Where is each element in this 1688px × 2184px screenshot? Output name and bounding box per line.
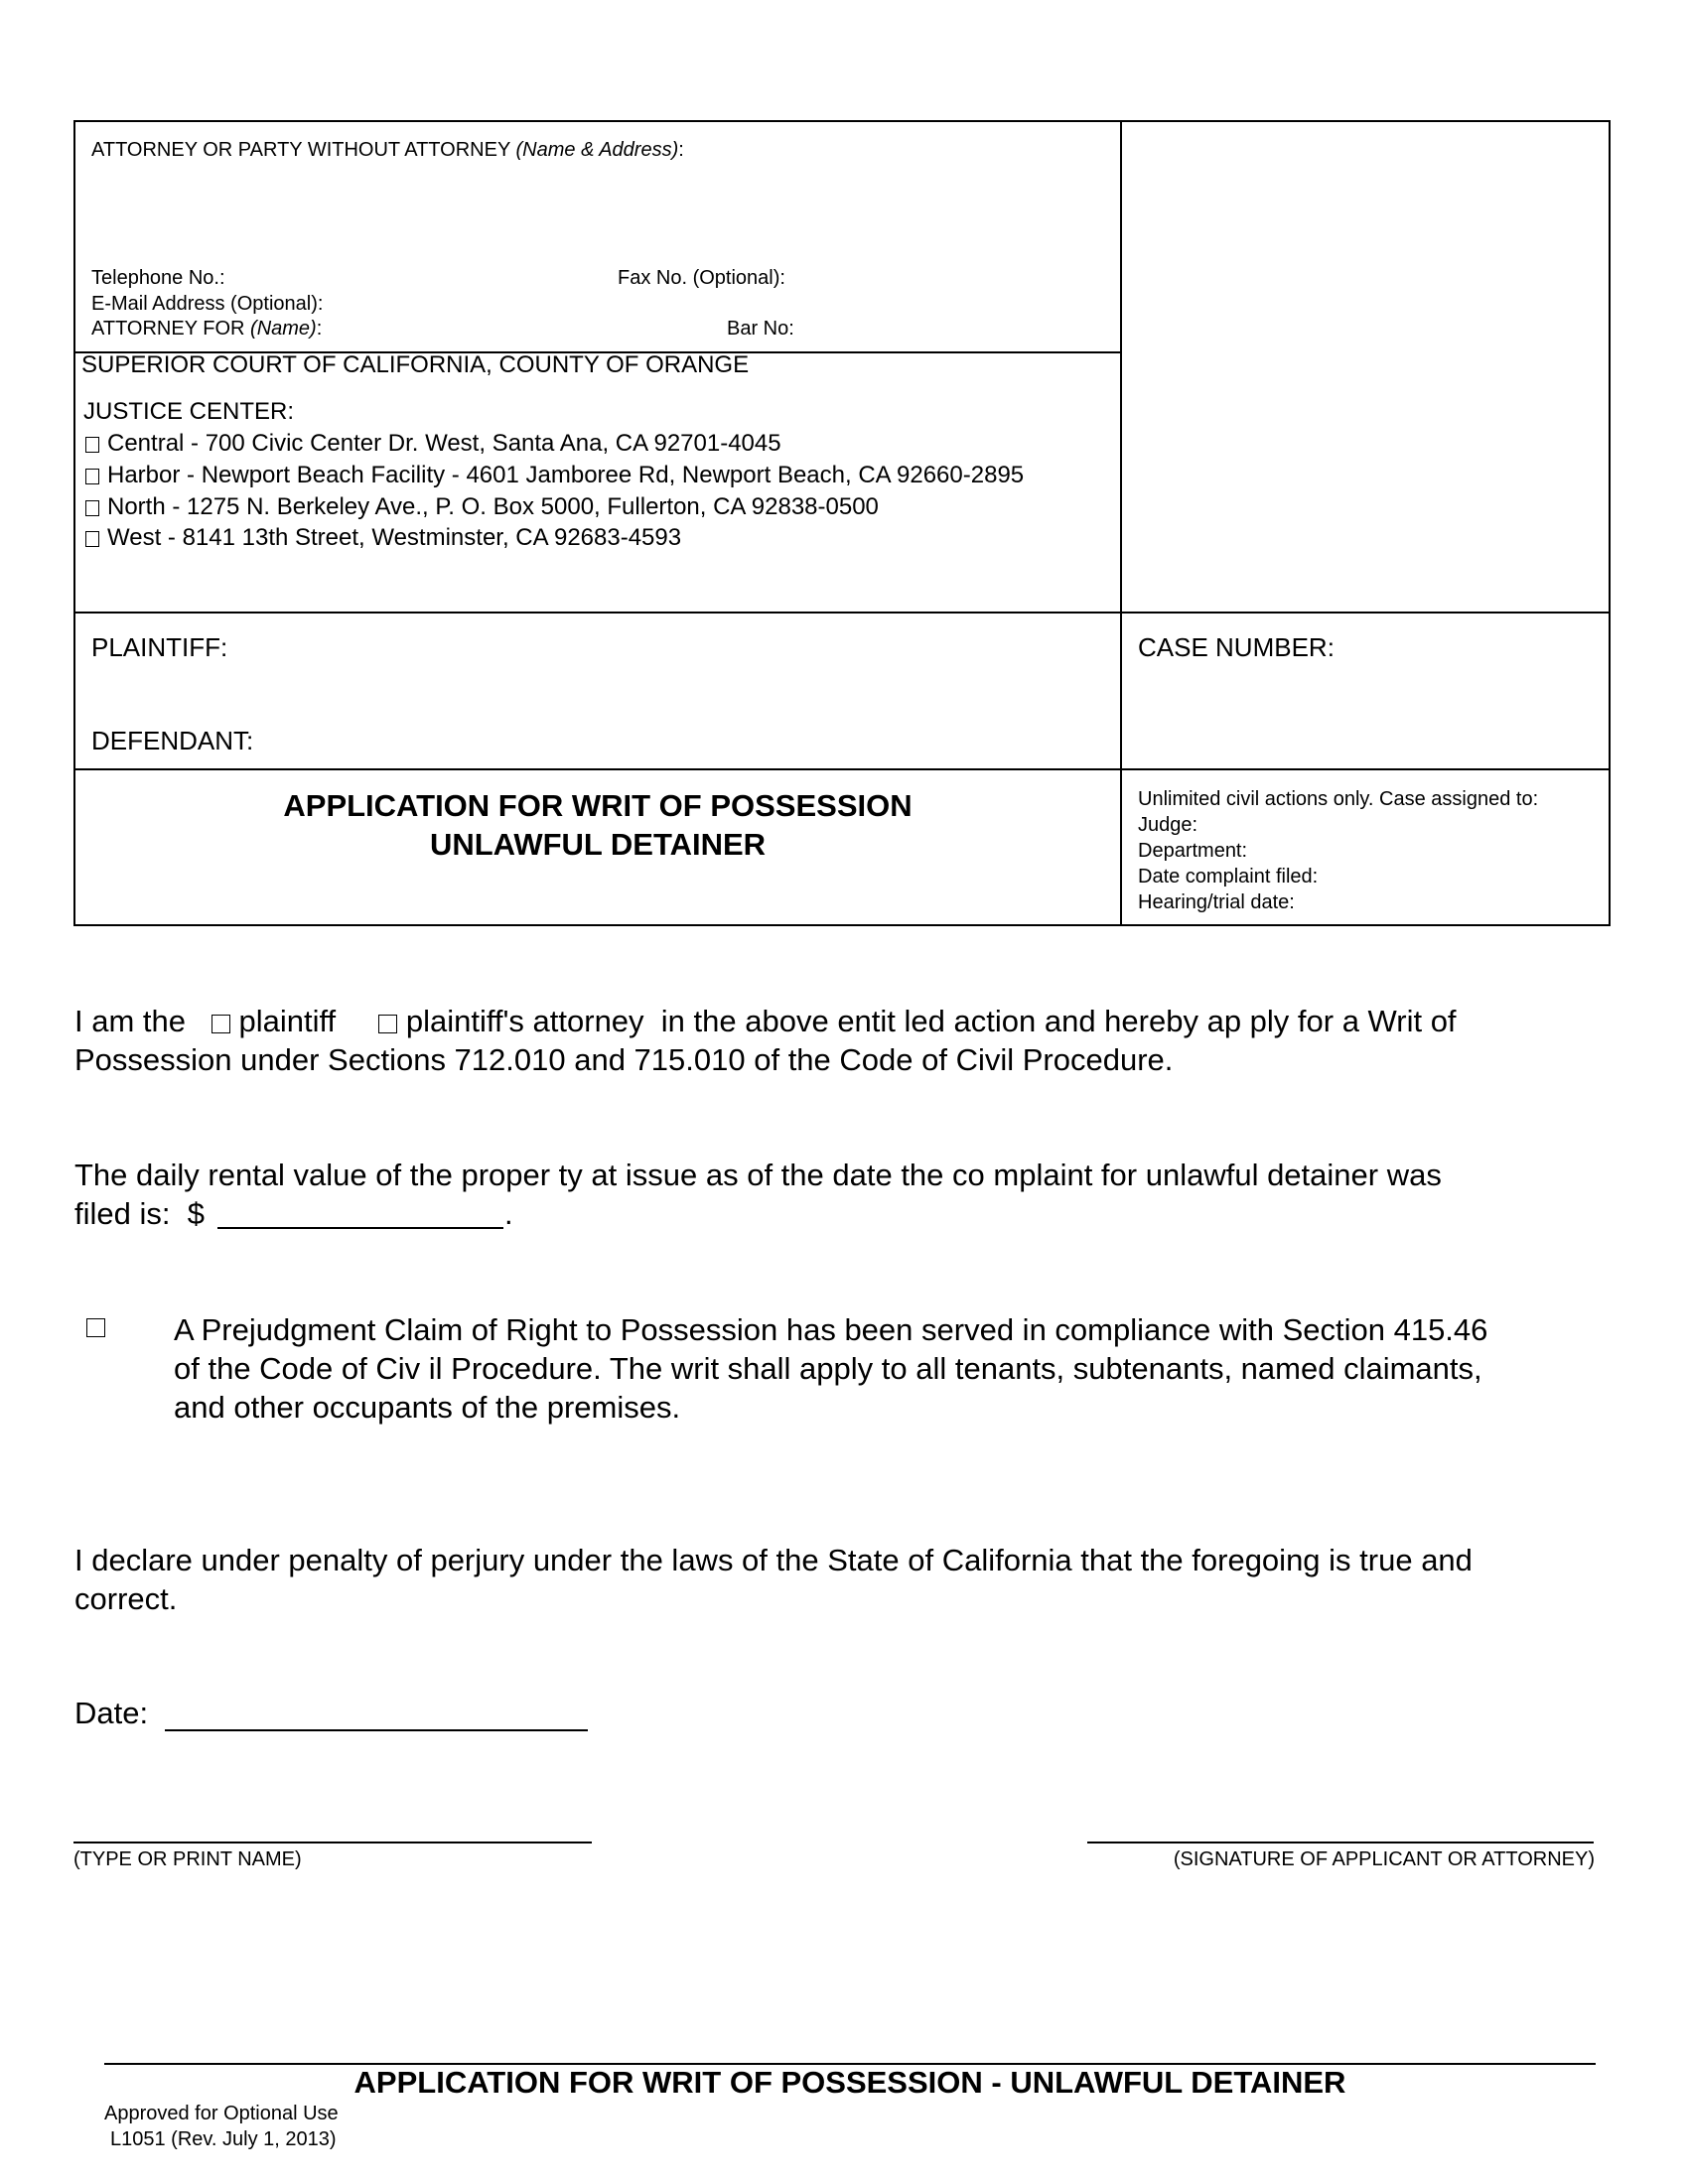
attorney-checkbox[interactable] [378, 1015, 397, 1033]
fax-label: Fax No. (Optional): [618, 267, 785, 289]
judge-label: Judge: [1138, 814, 1198, 836]
checkbox-icon[interactable] [85, 500, 99, 516]
declaration-line1: I declare under penalty of perjury under the laws of the State of California that the foregoing is true and [74, 1543, 1473, 1577]
prejudgment-line-2: of the Code of Civ il Procedure. The writ shall apply to all tenants, subtenants, named claimants, [174, 1351, 1482, 1386]
plaintiff-label: PLAINTIFF: [91, 632, 228, 662]
court-party-separator [73, 612, 1609, 614]
footer-approved: Approved for Optional Use [104, 2103, 339, 2124]
applicant-statement-line2: Possession under Sections 712.010 and 715.010 of the Code of Civil Procedure. [74, 1042, 1174, 1077]
defendant-label: DEFENDANT: [91, 726, 254, 755]
signature-label: (SIGNATURE OF APPLICANT OR ATTORNEY) [1173, 1848, 1595, 1870]
applicant-statement: I am the plaintiff plaintiff's attorney in the above entit led action and hereby ap ply for a Writ of [74, 1004, 1457, 1038]
plaintiff-checkbox[interactable] [211, 1015, 230, 1033]
date-field[interactable] [165, 1729, 588, 1731]
checkbox-icon[interactable] [85, 437, 99, 453]
assignment-intro: Unlimited civil actions only. Case assigned to: [1138, 788, 1539, 810]
case-assignment [1138, 786, 1538, 915]
form-title-line2: UNLAWFUL DETAINER [429, 827, 767, 862]
footer-form-number: L1051 (Rev. July 1, 2013) [110, 2128, 337, 2150]
party-title-separator [73, 768, 1609, 770]
date-filed-label: Date complaint filed: [1138, 866, 1319, 887]
date-label: Date: [74, 1696, 149, 1730]
rental-statement: The daily rental value of the proper ty at issue as of the date the co mplaint for unlawful detainer was [74, 1158, 1442, 1192]
signature-field[interactable] [1087, 1842, 1594, 1843]
print-name-field[interactable] [73, 1842, 592, 1843]
plaintiff-option: plaintiff [238, 1004, 337, 1038]
justice-center-central[interactable]: Central - 700 Civic Center Dr. West, Santa Ana, CA 92701-4045 [85, 428, 781, 460]
rental-value-line: filed is: $ [74, 1196, 205, 1231]
form-title-line1: APPLICATION FOR WRIT OF POSSESSION [283, 788, 913, 823]
justice-center-west[interactable]: West - 8141 13th Street, Westminster, CA 92683-4593 [85, 522, 681, 554]
form-title [75, 786, 1120, 864]
department-label: Department: [1138, 840, 1248, 862]
checkbox-icon[interactable] [85, 469, 99, 484]
bar-number-label: Bar No: [727, 318, 794, 340]
rental-value-period: . [504, 1196, 513, 1231]
attorney-for-label: ATTORNEY FOR (Name): [91, 318, 323, 340]
rental-value-field[interactable] [217, 1227, 503, 1229]
footer-title: APPLICATION FOR WRIT OF POSSESSION - UNLAWFUL DETAINER [353, 2065, 1346, 2100]
prejudgment-line-1: A Prejudgment Claim of Right to Possession has been served in compliance with Section 415.46 [174, 1312, 1488, 1347]
prejudgment-checkbox-wrap[interactable] [86, 1318, 105, 1340]
telephone-label: Telephone No.: [91, 267, 225, 289]
attorney-label: ATTORNEY OR PARTY WITHOUT ATTORNEY (Name & Address): [91, 139, 684, 161]
court-name: SUPERIOR COURT OF CALIFORNIA, COUNTY OF ORANGE [81, 351, 750, 378]
justice-center-north[interactable]: North - 1275 N. Berkeley Ave., P. O. Box 5000, Fullerton, CA 92838-0500 [85, 491, 879, 523]
prejudgment-line-3: and other occupants of the premises. [174, 1390, 681, 1425]
declaration-line2: correct. [74, 1581, 178, 1616]
print-name-label: (TYPE OR PRINT NAME) [73, 1848, 302, 1870]
email-label: E-Mail Address (Optional): [91, 293, 324, 315]
hearing-date-label: Hearing/trial date: [1138, 891, 1295, 913]
prejudgment-statement [174, 1310, 1487, 1427]
checkbox-icon[interactable] [85, 531, 99, 547]
justice-center-label: JUSTICE CENTER: [83, 398, 295, 425]
justice-center-harbor[interactable]: Harbor - Newport Beach Facility - 4601 Jamboree Rd, Newport Beach, CA 92660-2895 [85, 460, 1024, 491]
caption-divider [1120, 120, 1122, 924]
prejudgment-checkbox[interactable] [86, 1318, 105, 1337]
attorney-option: plaintiff's attorney [405, 1004, 644, 1038]
case-number-label: CASE NUMBER: [1138, 632, 1335, 662]
